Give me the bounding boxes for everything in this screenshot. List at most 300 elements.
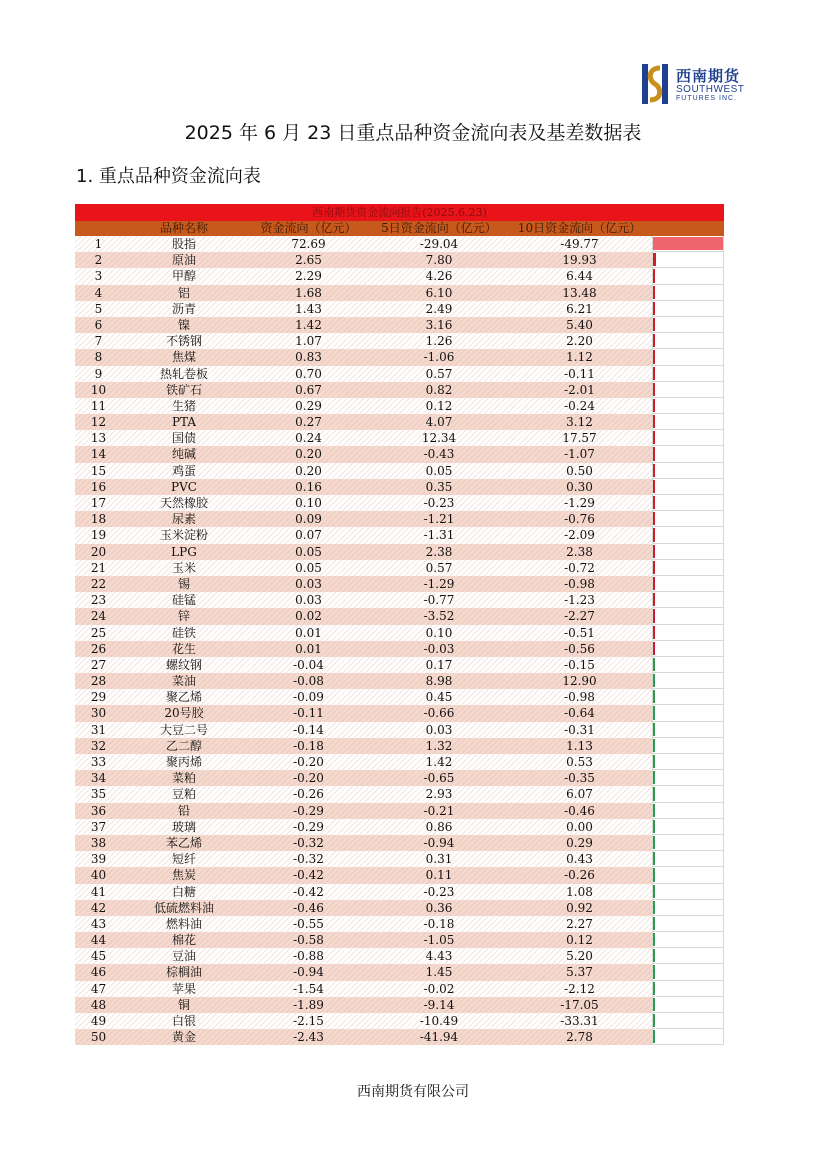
- row-flow-5d: 1.32: [425, 738, 453, 753]
- row-name: 锡: [177, 576, 190, 591]
- row-flow-5d: 0.57: [425, 366, 453, 381]
- row-name: 豆油: [171, 949, 196, 964]
- row-flow-10d: -0.24: [564, 398, 595, 413]
- row-flow-1d: -0.14: [293, 722, 324, 737]
- row-index: 23: [90, 593, 107, 608]
- row-index: 25: [90, 625, 107, 640]
- table-row: [75, 382, 724, 398]
- fund-flow-table: [75, 204, 724, 1045]
- row-flow-1d: 0.05: [295, 544, 322, 559]
- row-bar-cell: [652, 560, 724, 576]
- row-index: 27: [90, 657, 107, 672]
- row-bar-cell: [652, 285, 724, 301]
- row-flow-1d: -0.29: [293, 819, 324, 834]
- row-flow-1d: 0.01: [295, 625, 322, 640]
- row-flow-5d: 0.36: [425, 900, 453, 915]
- row-flow-10d: 0.29: [566, 835, 593, 850]
- table-row: [75, 722, 724, 738]
- row-flow-1d: -0.04: [293, 657, 324, 672]
- row-index: 31: [90, 722, 107, 737]
- row-flow-5d: 0.86: [425, 819, 453, 834]
- row-index: 30: [90, 706, 107, 721]
- row-flow-1d: 0.07: [295, 528, 322, 543]
- flow-bar: [653, 690, 655, 703]
- row-flow-5d: -1.06: [423, 350, 455, 365]
- row-name: 苯乙烯: [165, 835, 202, 850]
- table-row: [75, 835, 724, 851]
- row-flow-1d: -0.58: [293, 933, 324, 948]
- row-index: 47: [90, 981, 107, 996]
- table-row: [75, 641, 724, 657]
- row-flow-5d: -0.23: [423, 496, 455, 510]
- table-row: [75, 1013, 724, 1029]
- row-flow-10d: -0.64: [564, 706, 595, 721]
- row-flow-5d: -41.94: [419, 1030, 459, 1045]
- flow-bar: [653, 755, 655, 768]
- logo-name-cn: 西南期货: [676, 67, 741, 85]
- row-index: 28: [90, 674, 107, 689]
- row-index: 40: [90, 868, 107, 883]
- row-name: 白糖: [171, 884, 196, 899]
- table-row: [75, 576, 724, 592]
- row-flow-5d: -0.02: [423, 981, 455, 996]
- logo-name-en-sub: FUTURES INC.: [676, 95, 737, 102]
- row-index: 33: [90, 755, 107, 769]
- row-flow-10d: 1.13: [566, 738, 593, 753]
- flow-bar: [653, 399, 655, 412]
- row-flow-5d: -1.21: [423, 512, 455, 527]
- row-flow-5d: -0.23: [423, 884, 455, 899]
- row-flow-1d: 0.05: [295, 560, 322, 575]
- row-name: 燃料油: [165, 916, 202, 931]
- row-bar-cell: [652, 544, 724, 560]
- row-flow-5d: 8.98: [425, 674, 453, 689]
- row-name: 苹果: [171, 981, 196, 996]
- row-flow-1d: -0.42: [293, 884, 324, 899]
- row-flow-5d: 2.38: [425, 544, 453, 559]
- row-flow-10d: -2.09: [564, 528, 595, 543]
- table-row: [75, 851, 724, 867]
- flow-bar: [653, 609, 655, 622]
- flow-bar: [653, 253, 656, 266]
- row-bar-cell: [652, 754, 724, 770]
- table-row: [75, 997, 724, 1013]
- row-name: 黄金: [171, 1030, 196, 1045]
- flow-bar: [653, 739, 655, 752]
- row-flow-1d: -0.18: [293, 738, 324, 753]
- row-flow-1d: -0.32: [293, 852, 324, 867]
- table-body: [75, 236, 724, 1045]
- row-flow-1d: 0.24: [295, 431, 322, 446]
- row-index: 2: [94, 253, 103, 268]
- flow-bar: [653, 998, 655, 1011]
- row-bar-cell: [652, 722, 724, 738]
- row-flow-5d: 0.03: [425, 722, 453, 737]
- table-row: [75, 252, 724, 268]
- row-flow-1d: -0.55: [293, 916, 324, 931]
- row-flow-10d: -0.56: [564, 641, 595, 656]
- row-flow-10d: 0.92: [566, 900, 593, 915]
- row-name: 20号胶: [164, 706, 204, 721]
- row-bar-cell: [652, 705, 724, 721]
- table-row: [75, 268, 724, 284]
- row-name: 纯碱: [171, 447, 196, 462]
- row-index: 36: [90, 803, 107, 818]
- row-flow-5d: 0.17: [425, 657, 453, 672]
- row-name: 锌: [177, 609, 190, 624]
- row-flow-1d: -2.43: [293, 1030, 324, 1045]
- row-bar-cell: [652, 592, 724, 608]
- table-row: [75, 1029, 724, 1045]
- flow-bar: [653, 658, 655, 671]
- row-flow-1d: 0.67: [295, 382, 322, 397]
- flow-bar: [653, 528, 655, 541]
- row-index: 15: [90, 463, 107, 478]
- row-name: 硅铁: [171, 625, 196, 640]
- row-name: 焦煤: [171, 350, 196, 365]
- row-index: 26: [90, 641, 107, 656]
- flow-bar: [653, 1014, 655, 1027]
- row-flow-10d: 2.20: [566, 334, 593, 349]
- row-flow-1d: 0.10: [295, 496, 322, 510]
- row-flow-10d: -0.51: [564, 625, 595, 640]
- header-name: 品种名称: [159, 221, 208, 235]
- row-flow-10d: 5.20: [566, 949, 593, 964]
- row-bar-cell: [652, 301, 724, 317]
- row-flow-10d: 0.43: [566, 852, 593, 867]
- row-flow-1d: 0.02: [295, 609, 322, 624]
- flow-bar: [653, 626, 655, 639]
- row-name: 短纤: [171, 852, 196, 867]
- flow-bar: [653, 237, 723, 250]
- row-flow-5d: -0.66: [423, 706, 455, 721]
- row-name: 焦炭: [171, 868, 196, 883]
- row-flow-10d: -0.15: [564, 657, 595, 672]
- table-row: [75, 430, 724, 446]
- table-row: [75, 592, 724, 608]
- table-row: [75, 981, 724, 997]
- row-flow-10d: -1.29: [564, 496, 595, 510]
- row-flow-1d: -0.42: [293, 868, 324, 883]
- row-bar-cell: [652, 657, 724, 673]
- row-index: 43: [90, 916, 107, 931]
- row-bar-cell: [652, 268, 724, 284]
- row-name: 大豆二号: [159, 722, 208, 737]
- row-flow-10d: 0.53: [566, 755, 593, 769]
- row-name: 甲醇: [171, 269, 196, 284]
- row-index: 16: [90, 479, 107, 494]
- row-name: 聚丙烯: [165, 755, 202, 769]
- row-bar-cell: [652, 414, 724, 430]
- flow-bar: [653, 771, 655, 784]
- row-name: 铁矿石: [165, 382, 202, 397]
- flow-bar: [653, 334, 655, 347]
- row-name: 铝: [177, 285, 190, 300]
- row-bar-cell: [652, 252, 724, 268]
- table-row: [75, 754, 724, 770]
- table-row: [75, 705, 724, 721]
- header-flow-10d: 10日资金流向（亿元）: [517, 221, 642, 235]
- row-bar-cell: [652, 576, 724, 592]
- flow-bar: [653, 496, 655, 509]
- logo-name-en: SOUTHWEST: [676, 84, 745, 95]
- row-bar-cell: [652, 900, 724, 916]
- row-bar-cell: [652, 770, 724, 786]
- table-row: [75, 511, 724, 527]
- header-flow-5d: 5日资金流向（亿元）: [381, 221, 497, 235]
- row-index: 20: [90, 544, 107, 559]
- row-bar-cell: [652, 673, 724, 689]
- row-bar-cell: [652, 511, 724, 527]
- row-flow-10d: 6.07: [566, 787, 593, 802]
- row-flow-10d: -17.05: [560, 997, 599, 1012]
- section-title: 1. 重点品种资金流向表: [76, 166, 261, 187]
- row-index: 44: [90, 933, 107, 948]
- row-flow-5d: 12.34: [421, 431, 457, 446]
- row-name: 热轧卷板: [159, 366, 208, 381]
- row-index: 5: [94, 301, 103, 316]
- table-row: [75, 770, 724, 786]
- row-index: 48: [90, 997, 107, 1012]
- table-row: [75, 366, 724, 382]
- flow-bar: [653, 723, 655, 736]
- row-index: 4: [94, 285, 103, 300]
- row-flow-10d: 6.21: [566, 301, 593, 316]
- logo-s-mark-icon: [640, 62, 670, 106]
- row-bar-cell: [652, 1029, 724, 1045]
- header-index: [75, 221, 122, 236]
- row-bar-cell: [652, 738, 724, 754]
- row-flow-10d: 12.90: [562, 674, 597, 689]
- row-name: 沥青: [171, 301, 196, 316]
- table-row: [75, 495, 724, 511]
- row-flow-5d: -10.49: [419, 1014, 459, 1028]
- flow-bar: [653, 447, 655, 460]
- table-row: [75, 884, 724, 900]
- flow-bar: [653, 901, 655, 914]
- document-title: 2025 年 6 月 23 日重点品种资金流向表及基差数据表: [184, 122, 642, 144]
- table-row: [75, 236, 724, 252]
- row-name: 铜: [177, 997, 190, 1012]
- row-flow-1d: -0.11: [293, 706, 324, 721]
- row-flow-10d: -0.76: [564, 512, 595, 527]
- table-row: [75, 285, 724, 301]
- row-name: LPG: [171, 544, 197, 559]
- row-flow-1d: -1.89: [293, 997, 324, 1012]
- flow-bar: [653, 674, 655, 687]
- row-flow-10d: 0.00: [566, 819, 593, 834]
- flow-bar: [653, 933, 655, 946]
- row-flow-5d: 7.80: [425, 253, 453, 268]
- flow-bar: [653, 431, 655, 444]
- row-flow-1d: 0.83: [295, 350, 322, 365]
- row-bar-cell: [652, 964, 724, 980]
- row-index: 21: [90, 560, 107, 575]
- row-bar-cell: [652, 851, 724, 867]
- table-row: [75, 414, 724, 430]
- row-flow-1d: -0.08: [293, 674, 324, 689]
- row-flow-1d: -0.26: [293, 787, 324, 802]
- row-flow-5d: -1.29: [423, 576, 455, 591]
- flow-bar: [653, 1030, 655, 1043]
- row-flow-10d: -0.46: [564, 803, 595, 818]
- row-bar-cell: [652, 981, 724, 997]
- row-flow-1d: -0.32: [293, 835, 324, 850]
- row-flow-1d: 0.27: [295, 415, 322, 430]
- flow-bar: [653, 286, 655, 299]
- row-flow-10d: -33.31: [560, 1014, 599, 1028]
- row-name: 白银: [171, 1014, 196, 1028]
- row-name: 硅锰: [171, 593, 196, 608]
- row-index: 12: [90, 415, 107, 430]
- row-flow-1d: -2.15: [293, 1014, 324, 1028]
- flow-bar: [653, 480, 655, 493]
- row-flow-10d: -2.27: [564, 609, 595, 624]
- row-index: 42: [90, 900, 107, 915]
- row-index: 32: [90, 738, 107, 753]
- row-flow-10d: 13.48: [562, 285, 597, 300]
- row-flow-5d: 2.49: [425, 301, 453, 316]
- row-name: 乙二醇: [165, 738, 202, 753]
- flow-bar: [653, 350, 655, 363]
- flow-bar: [653, 982, 655, 995]
- table-row: [75, 948, 724, 964]
- table-row: [75, 738, 724, 754]
- row-bar-cell: [652, 349, 724, 365]
- row-flow-1d: 0.70: [295, 366, 322, 381]
- row-index: 38: [90, 835, 107, 850]
- flow-bar: [653, 949, 655, 962]
- row-index: 6: [94, 317, 103, 332]
- flow-bar: [653, 464, 655, 477]
- row-flow-10d: 1.08: [566, 884, 593, 899]
- row-bar-cell: [652, 236, 724, 252]
- row-flow-10d: 2.38: [566, 544, 593, 559]
- row-flow-10d: -1.23: [564, 593, 595, 608]
- row-index: 45: [90, 949, 107, 964]
- table-row: [75, 349, 724, 365]
- row-flow-10d: 6.44: [566, 269, 593, 284]
- row-flow-5d: 6.10: [425, 285, 453, 300]
- row-flow-1d: -0.88: [293, 949, 324, 964]
- row-flow-10d: 5.37: [566, 965, 593, 980]
- header-bar: [652, 221, 724, 236]
- row-flow-5d: 1.42: [425, 755, 453, 769]
- row-flow-10d: 0.30: [566, 479, 593, 494]
- row-flow-1d: 0.01: [295, 641, 322, 656]
- row-index: 39: [90, 852, 107, 867]
- row-flow-5d: 0.82: [425, 382, 453, 397]
- row-name: 玻璃: [171, 819, 196, 834]
- row-flow-5d: 4.07: [425, 415, 453, 430]
- row-flow-5d: 0.05: [425, 463, 453, 478]
- row-index: 11: [90, 398, 107, 413]
- row-flow-5d: -0.18: [423, 916, 455, 931]
- row-flow-10d: -0.98: [564, 576, 595, 591]
- row-name: PVC: [171, 479, 197, 494]
- row-flow-5d: 4.43: [425, 949, 453, 964]
- row-flow-1d: 0.09: [295, 512, 322, 527]
- row-flow-1d: 0.20: [295, 447, 322, 462]
- row-flow-1d: -0.09: [293, 690, 324, 705]
- table-row: [75, 398, 724, 414]
- flow-bar: [653, 852, 655, 865]
- row-flow-5d: -3.52: [423, 609, 455, 624]
- table-row: [75, 317, 724, 333]
- row-index: 13: [90, 431, 107, 446]
- row-flow-10d: 19.93: [562, 253, 597, 268]
- row-flow-5d: 3.16: [425, 317, 453, 332]
- flow-bar: [653, 545, 655, 558]
- row-flow-1d: 0.16: [295, 479, 322, 494]
- row-flow-5d: -0.03: [423, 641, 455, 656]
- table-row: [75, 900, 724, 916]
- row-flow-10d: 1.12: [566, 350, 593, 365]
- flow-bar: [653, 577, 655, 590]
- row-index: 24: [90, 609, 107, 624]
- table-row: [75, 625, 724, 641]
- row-flow-10d: -1.07: [564, 447, 595, 462]
- row-bar-cell: [652, 819, 724, 835]
- table-row: [75, 544, 724, 560]
- row-flow-10d: -2.01: [564, 382, 595, 397]
- table-row: [75, 479, 724, 495]
- flow-bar: [653, 965, 655, 978]
- row-bar-cell: [652, 916, 724, 932]
- flow-bar: [653, 917, 655, 930]
- row-flow-5d: 2.93: [425, 787, 453, 802]
- row-name: 生猪: [171, 398, 196, 413]
- row-index: 7: [94, 334, 103, 349]
- flow-bar: [653, 415, 655, 428]
- row-index: 22: [90, 576, 107, 591]
- row-flow-1d: 1.43: [295, 301, 322, 316]
- row-flow-5d: 4.26: [425, 269, 453, 284]
- table-row: [75, 608, 724, 624]
- row-flow-10d: -0.35: [564, 771, 595, 786]
- table-row: [75, 446, 724, 462]
- row-flow-10d: -2.12: [564, 981, 595, 996]
- row-bar-cell: [652, 932, 724, 948]
- row-flow-5d: -1.31: [423, 528, 455, 543]
- footer-company: 西南期货有限公司: [357, 1084, 469, 1100]
- row-name: 棉花: [171, 933, 196, 948]
- row-flow-10d: 5.40: [566, 317, 593, 332]
- table-row: [75, 786, 724, 802]
- row-index: 35: [90, 787, 107, 802]
- row-name: 玉米淀粉: [159, 528, 208, 543]
- row-flow-1d: -0.20: [293, 755, 324, 769]
- row-flow-10d: -0.98: [564, 690, 595, 705]
- flow-bar: [653, 302, 655, 315]
- row-flow-5d: 0.57: [425, 560, 453, 575]
- table-row: [75, 803, 724, 819]
- flow-bar: [653, 561, 655, 574]
- flow-bar: [653, 593, 655, 606]
- row-name: 菜油: [171, 674, 196, 689]
- row-flow-1d: 2.29: [295, 269, 322, 284]
- row-bar-cell: [652, 625, 724, 641]
- row-index: 50: [90, 1030, 107, 1045]
- row-flow-10d: -0.26: [564, 868, 595, 883]
- row-flow-10d: -0.72: [564, 560, 595, 575]
- row-bar-cell: [652, 382, 724, 398]
- row-name: 菜粕: [171, 771, 196, 786]
- row-flow-10d: 3.12: [566, 415, 593, 430]
- row-name: 尿素: [171, 512, 196, 527]
- row-bar-cell: [652, 398, 724, 414]
- table-header-row: [75, 221, 724, 236]
